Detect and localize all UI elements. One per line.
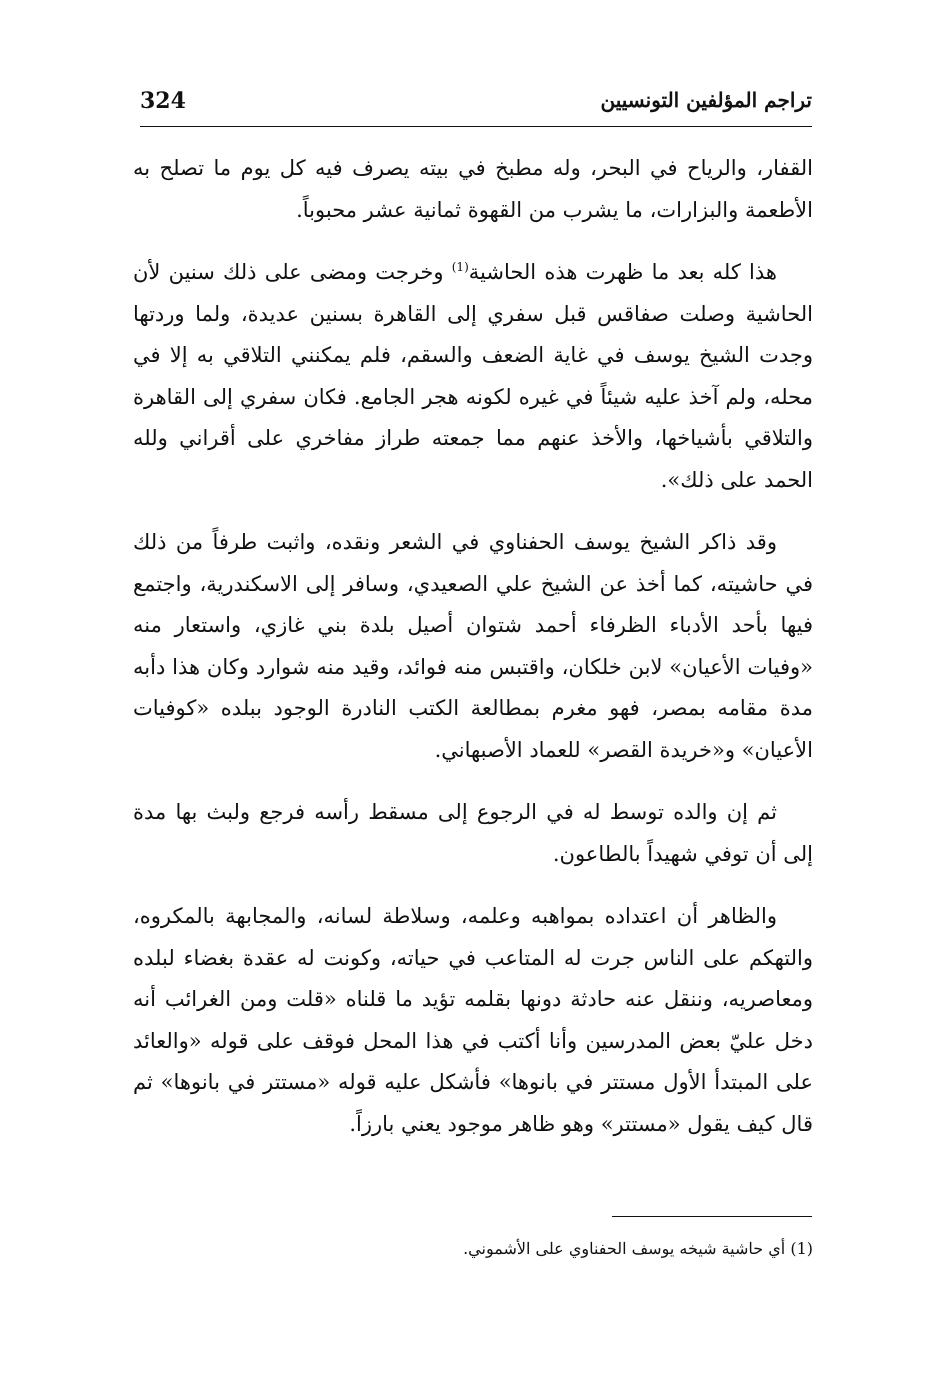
paragraph-4: ثم إن والده توسط له في الرجوع إلى مسقط رأسه فرجع ولبث بها مدة إلى أن توفي شهيداً بالطاعون. <box>133 800 813 866</box>
body-text <box>133 148 813 1166</box>
footnote-divider <box>612 1216 812 1217</box>
running-title: تراجم المؤلفين التونسيين <box>600 88 812 112</box>
paragraph-2-rest: وخرجت ومضى على ذلك سنين لأن الحاشية وصلت صفاقس قبل سفري إلى القاهرة بسنين عديدة، ولما وردتها وجدت الشيخ يوسف في غاية الضعف والسقم، فلم يمكنني التلاقي به إلا في محله، ولم آخذ عليه شيئاً في غيره لكونه هجر الجامع. فكان سفري إلى القاهرة والتلاقي بأشياخها، والأخذ عنهم مما جمعته طراز مفاخري على أقراني ولله الحمد على ذلك». <box>133 260 813 492</box>
page-number: 324 <box>140 88 186 114</box>
paragraph-5: والظاهر أن اعتداده بمواهبه وعلمه، وسلاطة لسانه، والمجابهة بالمكروه، والتهكم على الناس جرت له المتاعب في حياته، وكونت له عقدة بغضاء لبلده ومعاصريه، وننقل عنه حادثة دونها بقلمه تؤيد ما قلناه «قلت ومن الغرائب أنه دخل عليّ بعض المدرسين وأنا أكتب في هذا المحل فوقف على قوله «والعائد على المبتدأ الأول مستتر في بانوها» فأشكل عليه قوله «مستتر في بانوها» ثم قال كيف يقول «مستتر» وهو ظاهر موجود يعني بارزاً. <box>133 904 813 1136</box>
paragraph-2 <box>133 252 813 501</box>
paragraph-1: القفار، والرياح في البحر، وله مطبخ في بيته يصرف فيه كل يوم ما تصلح به الأطعمة والبزارات، ما يشرب من القهوة ثمانية عشر محبوباً. <box>133 156 813 222</box>
paragraph-2-start: هذا كله بعد ما ظهرت هذه الحاشية <box>468 260 777 284</box>
page-header <box>140 86 812 127</box>
paragraph-3: وقد ذاكر الشيخ يوسف الحفناوي في الشعر ونقده، واثبت طرفاً من ذلك في حاشيته، كما أخذ عن الشيخ علي الصعيدي، وسافر إلى الاسكندرية، واجتمع فيها بأحد الأدباء الظرفاء أحمد شتوان أصيل بلدة بني غازي، واستعار منه «وفيات الأعيان» لابن خلكان، واقتبس منه فوائد، وقيد منه شوارد وكان هذا دأبه مدة مقامه بمصر، فهو مغرم بمطالعة الكتب النادرة الوجود ببلده «كوفيات الأعيان» و«خريدة القصر» للعماد الأصبهاني. <box>133 530 813 762</box>
footnote: (1) أي حاشية شيخه يوسف الحفناوي على الأشموني. <box>463 1239 813 1258</box>
footnote-reference: (1) <box>451 260 469 274</box>
